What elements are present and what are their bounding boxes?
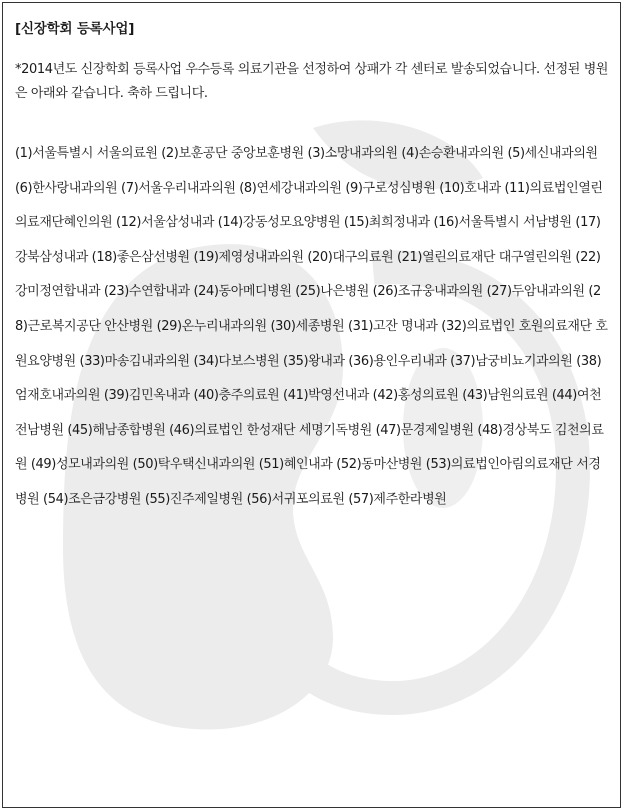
document-content <box>3 3 620 518</box>
page-title: [신장학회 등록사업] <box>15 21 135 37</box>
document-frame <box>2 2 621 808</box>
hospital-list: (1)서울특별시 서울의료원 (2)보훈공단 중앙보훈병원 (3)소망내과의원 (4)손승환내과의원 (5)세신내과의원 (6)한사랑내과의원 (7)서울우리내과의원 (8)연세강내과의원 (9)구로성심병원 (10)호내과 (11)의료법인열린의료재단혜인의원 (12)서울삼성내과 (14)강동성모요양병원 (15)최희정내과 (16)서울특별시 서남병원 (17)강북삼성내과 (18)좋은삼선병원 (19)제영성내과의원 (20)대구의료원 (21)열린의료재단 대구열린의원 (22)강미정연합내과 (23)수연합내과 (24)동아메디병원 (25)나은병원 (26)조규웅내과의원 (27)두암내과의원 (28)근로복지공단 안산병원 (29)온누리내과의원 (30)세종병원 (31)고잔 명내과 (32)의료법인 호원의료재단 호원요양병원 (33)마송김내과의원 (34)다보스병원 (35)왕내과 (36)용인우리내과 (37)남궁비뇨기과의원 (38)엄재호내과의원 (39)김민옥내과 (40)충주의료원 (41)박영선내과 (42)홍성의료원 (43)남원의료원 (44)여천 전남병원 (45)해남종합병원 (46)의료법인 한성재단 세명기독병원 (47)문경제일병원 (48)경상북도 김천의료원 (49)성모내과의원 (50)탁우택신내과의원 (51)혜인내과 (52)동마산병원 (53)의료법인아림의료재단 서경병원 (54)조은금강병원 (55)진주제일병원 (56)서귀포의료원 (57)제주한라병원 <box>15 146 608 507</box>
intro-paragraph: *2014년도 신장학회 등록사업 우수등록 의료기관을 선정하여 상패가 각 센터로 발송되었습니다. 선정된 병원은 아래와 같습니다. 축하 드립니다. <box>15 62 609 101</box>
